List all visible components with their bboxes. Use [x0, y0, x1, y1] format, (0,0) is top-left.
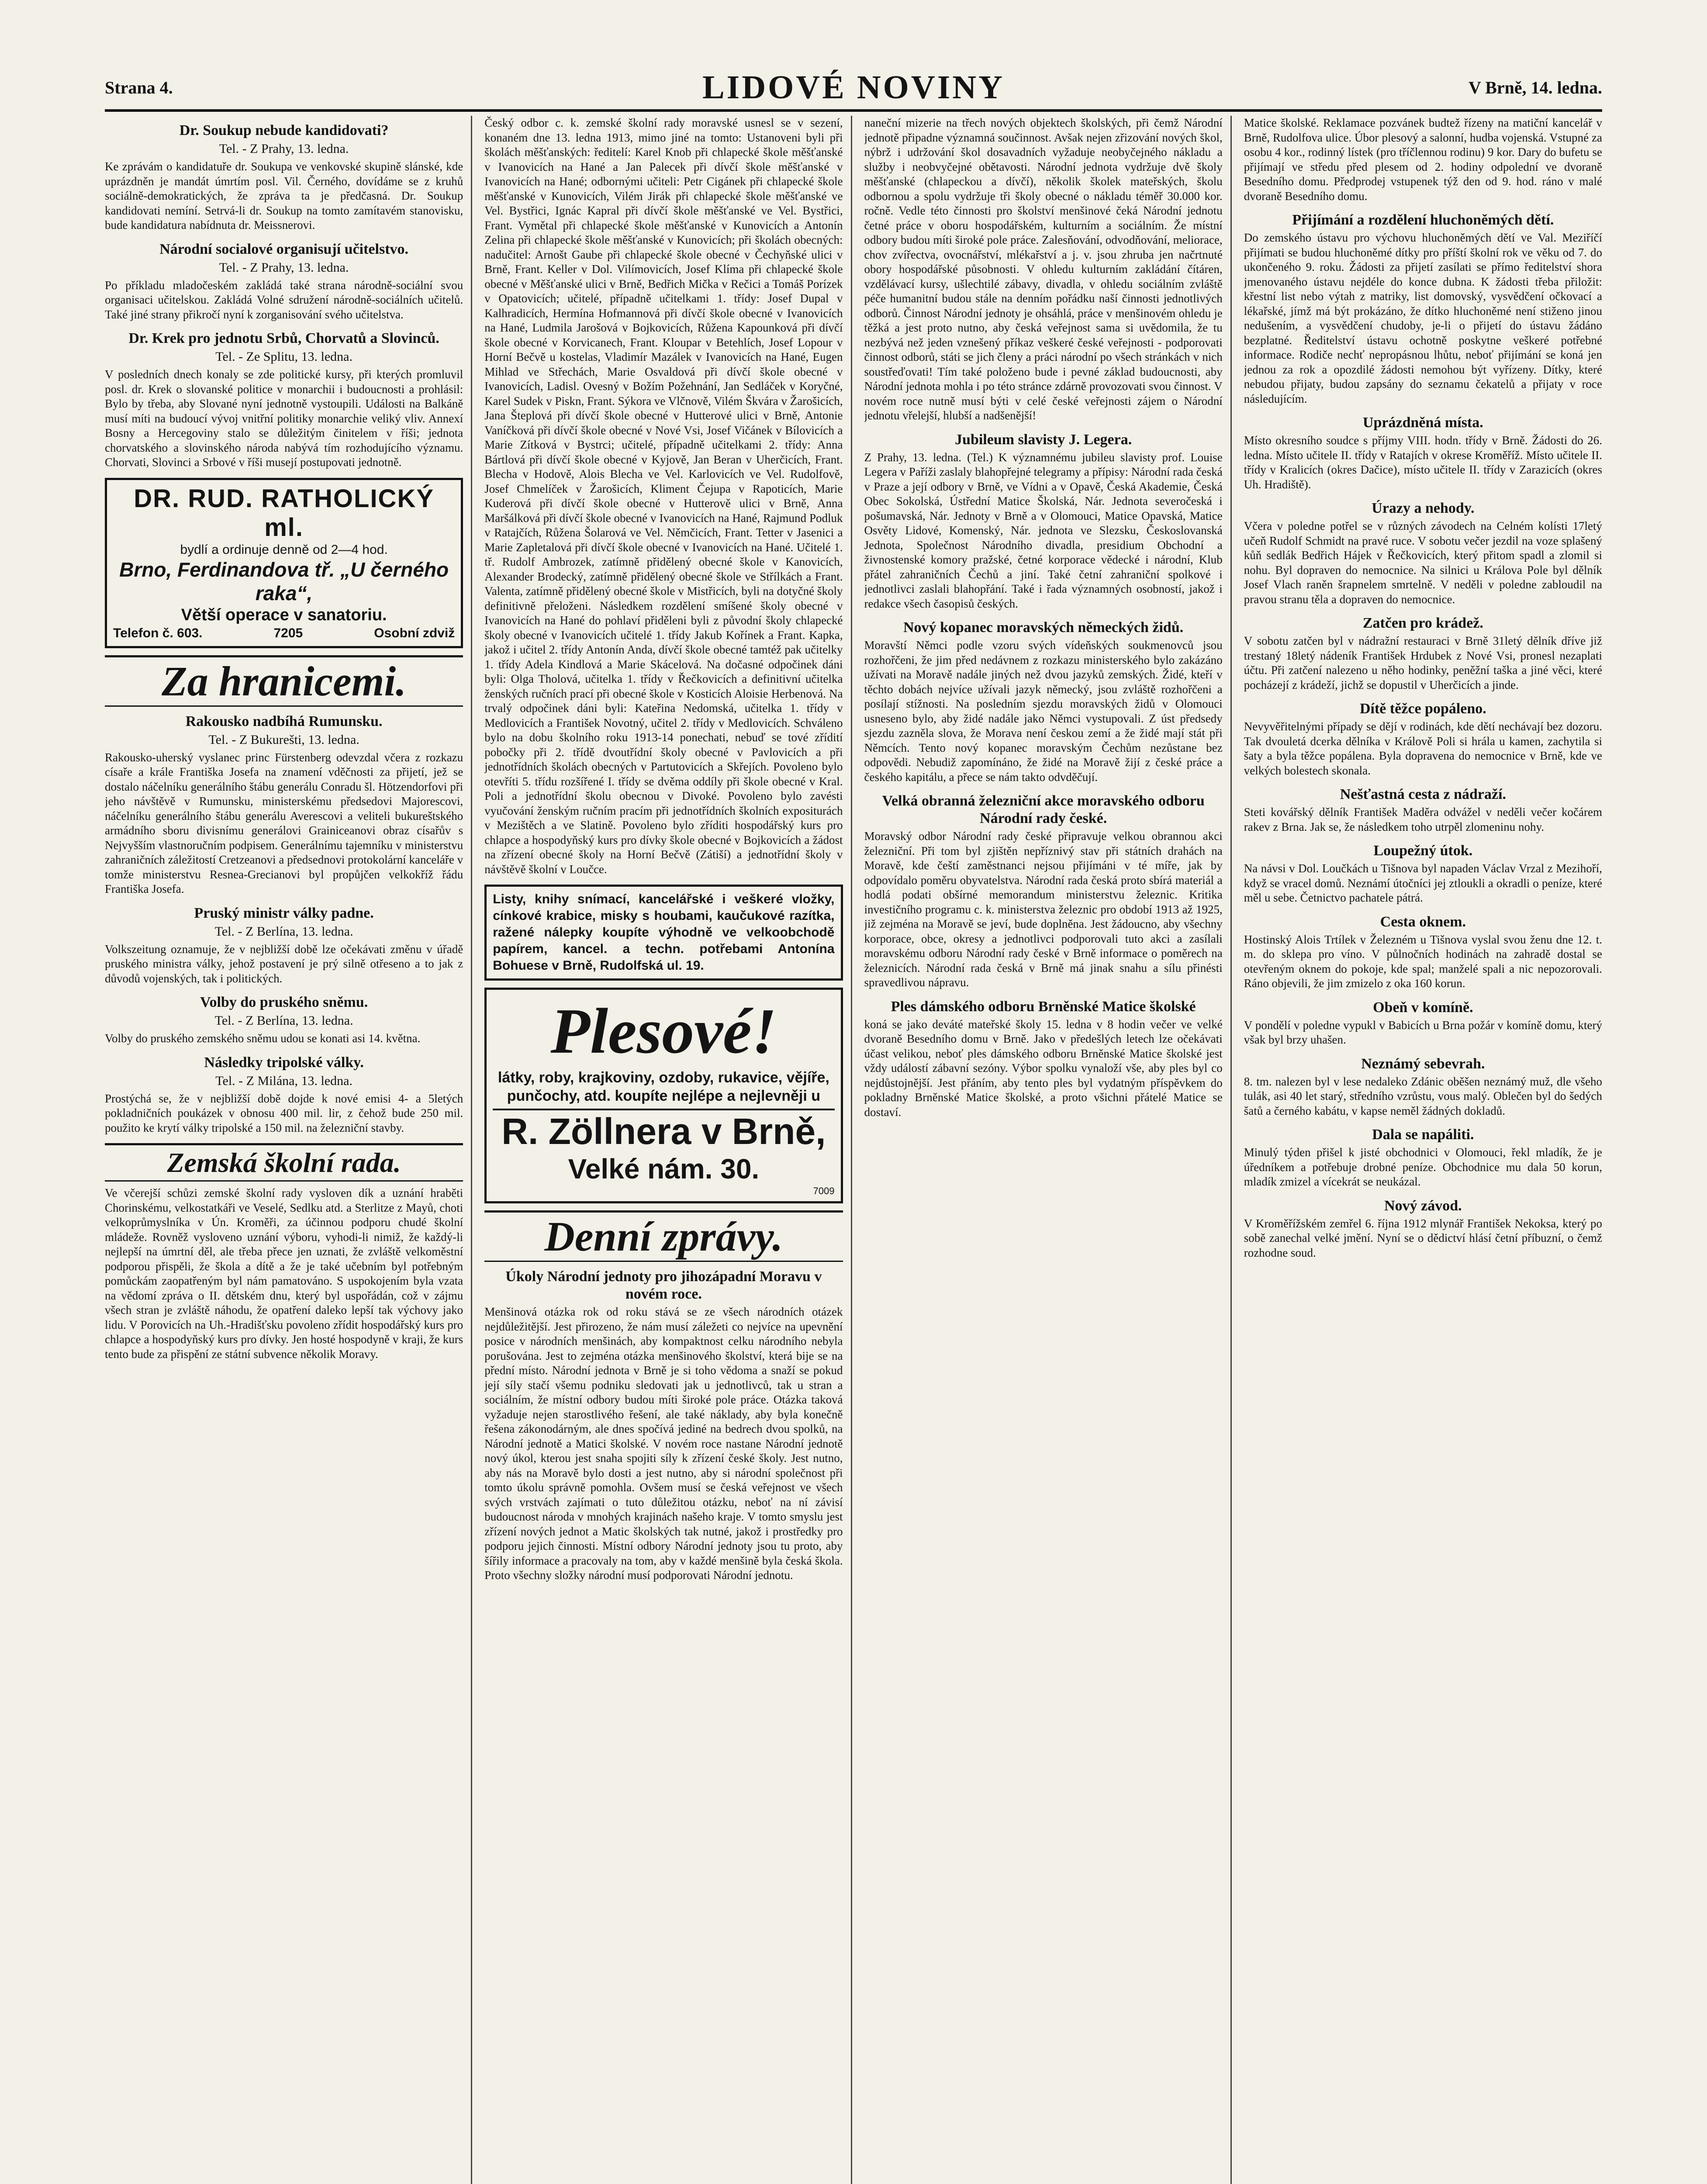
- article-body: naneční mizerie na třech nových objektech školských, při čemž Národní jednotě připadne významná součinnost. Avšak nejen zřizování nových škol, nýbrž i udržování škol dosavadních vyžaduje neobyčejného nákladu a služby i neobvyčejné obětavosti. Národní jednota vydržuje dvě školy měšťanské (chlapeckou a dívčí), několik školek mateřských, školu odbornou a spolu vydržuje tři školy obecné o nákladu téměř 30.000 kor. ročně. Vedle této činnosti pro školství menšinové čeká Národní jednotu četné práce v oboru hospodářském, kulturním a sociálním. Že místní odbory budou míti široké pole práce. Zalesňování, odvodňování, meliorace, chov zvířectva, ovocnářství, mlékařství a j. v. jsou zhruba jen načrtnuté obory hospodářské působnosti. V ohledu kulturním zakládání čítáren, vzdělávací kursy, ušlechtilé zábavy, divadla, v ohledu sociálním zvláště péče humanitní budou stále na denním pořádku naší činnosti jednotlivých odborů. Činnost Národní jednoty je ohsáhlá, práce v menšinovém ohledu je těžká a jest proto nutno, aby česká veřejnost sama si uvědomila, že tu nezbývá než jeden vznešený příkaz veškeré české veřejnosti - podporovati činnost odborů, státi se jich členy a práci národní po všech stránkách v nich soustřeďovati! Tím také položeno bude i pevné základ budoucnosti, aby Národní jednota mohla i po této stránce zdárně provozovati svou činnost. V novém roce nutně musí býti v celé české veřejnosti zájem o Národní jednotu vřelejší, hlubší a nadšenější!: [864, 116, 1223, 422]
- article: [484, 116, 843, 877]
- article: [1244, 500, 1602, 607]
- article-body: Volby do pruského zemského sněmu udou se konati asi 14. května.: [105, 1032, 421, 1045]
- article-headline: Ples dámského odboru Brněnské Matice školské: [891, 998, 1196, 1015]
- article-headline: Úkoly Národní jednoty pro jihozápadní Moravu v novém roce.: [505, 1268, 822, 1302]
- issue-date: V Brně, 14. ledna.: [1469, 77, 1602, 97]
- article-headline: Dítě těžce popáleno.: [1359, 701, 1486, 717]
- article: [105, 122, 463, 233]
- article-headline: Obeň v komíně.: [1373, 999, 1473, 1016]
- article: [864, 116, 1223, 423]
- article-body: 8. tm. nalezen byl v lese nedaleko Zdánic oběšen neznámý muž, dle všeho tulák, asi 40 let starý, středního vzrůstu, vous malý. Oblečen byl do šedých šatů a černého kabátu, v kapse neměl žádných dokladů.: [1244, 1075, 1602, 1117]
- ad-operations: Větší operace v sanatoriu.: [181, 605, 387, 624]
- article: [864, 431, 1223, 612]
- article-body: Rakousko-uherský vyslanec princ Fürstenberg odevzdal včera z rozkazu císaře a krále Františka Josefa na znamení vděčnosti za přijetí, jež se dostalo náčelníku generálního štábu generálu Conradu šl. Hötzendorfovi při jeho návštěvě v Rumunsku, ministerskému předsedovi Majorescovi, náčelníku generálního štábu generálu Averescovi a veliteli bukureštského armádního sboru divisnímu generálovi Grainiceanovi obraz císařův s Nejvyšším vlastnoručním podpisem. Generálnímu tajemníku v ministerstvu zahraničních záležitostí Cretzeanovi a předsednovi protokolární kanceláře v tomže ministerstvu Resnea-Grecianovi byl propůjčen velkokříž řádu Františka Josefa.: [105, 750, 463, 895]
- column-1: [105, 116, 472, 2184]
- article-dateline: Tel. - Z Prahy, 13. ledna.: [219, 260, 349, 275]
- article-body: Do zemského ústavu pro výchovu hluchoněmých dětí ve Val. Meziříčí přijímati se budou hluchoněmé dítky pro příští školní rok ve věku od 7. do ukončeného 9. roku. Žádosti za přijetí zasílati se přímo ředitelství shora jmenovaného ústavu nejdéle do konce dubna. K žádosti třeba přiložit: křestní list nebo výtah z matriky, list domovský, vysvědčení očkovací a lékařské, jímž má být prokázáno, že dítko hluchoněmé není stiženo jinou nedušením, a vysvědčení chudoby, je-li o přijetí do ústavu žádáno bezplatné. Ředitelství ústavu ochotně poskytne veškeré potřebné informace. Rodiče nechť nepropásnou lhůtu, neboť přijímání se koná jen jednou za rok a opozdilé žádosti nemohou být vyřízeny. Dítky, které nebudou přijaty, budou zapsány do seznamu čekatelů a přijaty v roce následujícím.: [1244, 231, 1602, 405]
- ad-phone: Telefon č. 603.: [113, 625, 203, 640]
- article-body: Český odbor c. k. zemské školní rady moravské usnesl se v sezení, konaném dne 13. ledna 1913, mimo jiné na tomto: Ustanoveni byli při školách měšťanských: ředitelí: Karel Knob při chlapecké škole měšťanské v Ivanovicích na Hané a Jan Palecek při dívčí škole měšťanské v Ivanovicích na Hané; odbornými učiteli: Petr Cigánek při chlapecké škole měšťanské v Kunovicích, Vilém Jirák při chlapecké škole měšťanské ve Vel. Bystřici, Ignác Kapral při dívčí škole měšťanské ve Vel. Bystřici, Frant. Vymětal při chlapecké škole měšťanské v Kunovicích a Antonín Zelina při chlapecké škole měšťanské v Kunovicích; při školách obecných: nadučitel: Arnošt Gaube při chlapecké škole obecné v Čechyňské ulici v Brně, Frant. Keller v Dol. Vilímovicích, Josef Klíma při chlapecké škole obecné v Měšťanské ulici v Brně, Bedřich Mička v Rečici a Tomáš Porízek v Opatovicích; učitelé, případně učitelkami 1. třídy: Josef Dupal v Kalhradicích, Hermína Hofmannová při dívčí škole obecné v Ivanovicích na Hané, Ludmila Jarošová v Bojkovicích, Růžena Kapounková při dívčí škole obecné v Korvicanech, Frant. Kloupar v Betehlích, Josef Lopour v Horní Bečvě u kostelas, Vladimír Mazálek v Ivanovicích na Hané, Eugen Mihlad ve Střechách, Marie Osvaldová při dívčí škole obecné v Ivanovicích, Ladisl. Ovesný v Božím Požehnání, Jan Sedláček v Koryčné, Karel Sudek v Piskn, Frant. Sýkora ve Vlčnově, Vilém Škvára v Žarošicích, Jana Šteplová při dívčí škole obecné v Hutterové ulici v Brně, Antonie Vaníčková při dívčí škole obecné v Nové Vsi, Josef Vičánek v Bílovicích a Marie Zítková v Bystrci; učitelé, případně učitelkami 2. třídy: Anna Bártlová při dívčí škole obecné v Kyjově, Jan Beran v Uherčicích, Frant. Blecha v Hodově, Alois Blecha ve Vel. Karlovicích ve Vel. Rudolfově, Josef Chmelíček v Žarošicích, Kliment Čejupa v Rapoticích, Marie Kuderová při dívčí škole obecné v Hutterově ulici v Brně, Anna Maršálková při dívčí škole obecné v Ivanovicích na Hané, Rajmund Podluk v Ratajčích, Růžena Šolarová ve Vel. Němčicích, Frant. Tetter v Jasenici a Marie Zapletalová při dívčí škole obecné v Ivanovicích na Hané. Učitelé 1. tř. Rudolf Ambrozek, zatímně přidělený obecné škole v Kanovicích, Alexander Brodecký, zatímně přidělený obecné škole ve Střílkách a Frant. Valenta, zatímně přidělený obecné škole v Mistřicích, byli na dotyčné školy definitivně přeloženi. Následkem rozdělení smíšené školy obecné v Ivanovicích na Hané do pohlaví přiděleni byli z původní školy chlapecké školy obecné v Ivanovicích učitelé 1. třídy Jakub Kořínek a Frant. Kapka, jakož i učitel 2. třídy Antonín Anda, dívčí škole obecné tamtéž pak učitelky 1. třídy Adela Kindlová a Marie Skácelová. Na dočasné odpočinek dáni byli: Olga Tholová, učitelka 1. třídy v Řečkovicích a definitivní učitelka ženských ručních prací při obecné škole v Kosticích Aloisie Herbenová. Na trvalý odpočinek dáni byli: Kateřina Nedomská, učitelka 1. třídy v Medlovicích a František Novotný, učitel 2. třídy v Medlovicích. Schváleno bylo na dobu školního roku 1913-14 ponechati, nebuď se tové zřídití pobočky při 2. třídě dvoutřídní školy obecné v Pavlovicích a při jednotřídních školách obecných v Partutovicích a Skřejích. Povoleno bylo otevříti 5. třídu rozšířené I. třídy se dvěma oddíly při škole obecné v Kral. Poli a jednotřídní školu obecnou v Divoké. Povoleno bylo zavésti vyučování ženským ručním pracím při jednotřídních školních expositurách v Mezištěch a ve Slatině. Povoleno bylo zříditi hospodářský kurs pro chlapce a hospodyňský kurs pro dívky škole obecné v Bojkovicích a žádost na zřízení obecné školy na Horní Bečvě (Zátiší) a jednotřídní školy v návštěvě školní v Loučce.: [484, 116, 843, 876]
- article-headline: Zemská školní rada.: [105, 1143, 463, 1182]
- advertisement-ratholicky: [105, 478, 463, 648]
- article-body: V posledních dnech konaly se zde politické kursy, při kterých promluvil posl. dr. Krek o slovanské politice v monarchii i budoucnosti a prohlásil: Bylo by třeba, aby Slované nyní jednotně vystoupili. Události na Balkáně musí míti na budoucí vývoj vnitřní politiky monarchie veliký vliv. Annexí Bosny a Hercegoviny stalo se důležitým činitelem v říši; jednota chorvatského a slovinského národa nabývá tím rozhodujícího významu. Chorvati, Slovinci a Srbové v říši musejí postupovati jednotně.: [105, 368, 463, 469]
- article-body: Nevyvěřitelnými případy se dějí v rodinách, kde dětí nechávají bez dozoru. Tak dvouletá dcerka dělníka v Králově Poli si hrála u kamen, zachytila si šaty a byla těžce popálena. Byla dopravena do nemocnice v Brně, kde ve velkých bolestech skonala.: [1244, 720, 1602, 777]
- column-4: [1244, 116, 1602, 2184]
- ad-address: Brno, Ferdinandova tř. „U černého raka“,: [119, 558, 449, 605]
- article-dateline: Tel. - Z Milána, 13. ledna.: [215, 1073, 352, 1088]
- article: [864, 619, 1223, 784]
- article-body: Na návsi v Dol. Loučkách u Tišnova byl napaden Václav Vrzal z Mezihoří, když se vracel domů. Neznámí útočníci jej ztloukli a okradli o peníze, které měl u sebe. Četnictvo pachatele pátrá.: [1244, 862, 1602, 904]
- page-number: Strana 4.: [105, 77, 173, 97]
- article-headline: Velká obranná železniční akce moravského odboru Národní rady české.: [882, 793, 1205, 826]
- ad-firm: R. Zöllnera v Brně,: [493, 1109, 834, 1152]
- section-heading: Za hranicemi.: [105, 655, 463, 707]
- column-3: [864, 116, 1232, 2184]
- article-body: Po příkladu mladočeském zakládá také strana národně-sociální svou organisaci učitelskou. Zakládá Volné sdružení národně-sociálních učitelů. Také jiné strany přikročí nyní k zorganisování svého učitelstva.: [105, 278, 463, 321]
- article-body: Steti kovářský dělník František Maděra odvážel v neděli večer kočárem rakev z Brna. Jak se, že následkem toho utrpěl zlomeninu nohy.: [1244, 805, 1602, 833]
- article-body: Menšinová otázka rok od roku stává se ze všech národních otázek nejdůležitější. Jest přirozeno, že nám musí záležeti co nejvíce na upevnění posice v národních menšinách, aby kompaktnost celku národního nebyla porušována. Jest to zejména otázka menšinového školství, která bije se na přední místo. Národní jednota v Brně je si toho vědoma a snaží se pokud její síly stačí všemu podniku sledovati jak u jednotlivců, tak u stran a sociálním, že místní odbory budou míti široké pole práce. Otázka taková vyžaduje nejen starostlivého řešení, ale také náklady, aby byla konečně řešena zákonodárným, ale dnes spočívá jediné na bedrech dvou spolků, na Národní jednotě a Matici školské. V novém roce nastane Národní jednotě nový úkol, kterou jest snaha spojiti síly k zřízení české školy. Jest nutno, aby nás na Moravě bylo dosti a jest nutno, aby si národní společnost při tomto úkolu správně pomohla. Ovšem musí se česká veřejnost ve všech svých vrstvách zajímati o tuto důležitou otázku, neboť na ní závisí budoucnost národa v mnohých krajinách našeho kraje. V tomto smyslu jest zřízení nových jednot a Matic školských tak nutné, jakož i prostředky pro podporu jejich činnosti. Místní odbory Národní jednoty jsou tu proto, aby šířily informace a pracovaly na tom, aby v každé menšině byla česká škola. Proto všechny složky národní musí podporovati Národní jednotu.: [484, 1305, 843, 1582]
- article: [484, 1268, 843, 1583]
- ad-address: Velké nám. 30.: [568, 1153, 760, 1185]
- article: [1244, 913, 1602, 991]
- article: [105, 330, 463, 470]
- article-body: Ve včerejší schůzi zemské školní rady vysloven dík a uznání hraběti Chorinskému, velkostatkáři ve Veselé, Sedlku atd. a Sterlitze z Mayů, choti velkoprůmyslníka v Ún. Kroměři, za účinnou podporu chudé školní mládeže. Rovněž vysloveno uznání výboru, vyhodi-li nimiž, že každý-li nejlepší na úmrtní děl, ale třeba přece jen uznati, že zvláště velkoměstní podporou přispěli, že škola a dítě a že je také učebním byl potřebným pomůckám zaopatřeným byl nám pamatováno. S uspokojením byla vzata na vědomí zpráva o II. dětském dnu, který byl uspořádán, což v zájmu všech stran je zvláště náhodu, že opatření daleko lepší tak výchovy jako lidu. V Porovicích na Uh.-Hradišťsku povoleno zřídit hospodářský kurs pro chlapce a hospodyňský kurs pro dívky. Jen hosté hospodyně v kraji, že kurs tento bude za přispění ze státní subvence několik Moravy.: [105, 1186, 463, 1361]
- article: [105, 241, 463, 322]
- article-headline: Zatčen pro krádež.: [1362, 615, 1483, 631]
- article-headline: Volby do pruského sněmu.: [200, 994, 368, 1010]
- article-headline: Cesta oknem.: [1380, 913, 1466, 930]
- ad-code: 7009: [813, 1185, 835, 1196]
- article-headline: Pruský ministr války padne.: [194, 905, 374, 921]
- ad-code: 7205: [273, 625, 303, 640]
- article-headline: Jubileum slavisty J. Legera.: [955, 431, 1132, 448]
- article-dateline: Tel. - Z Berlína, 13. ledna.: [214, 1013, 353, 1028]
- article: [105, 905, 463, 986]
- article: [1244, 414, 1602, 492]
- article-body: Včera v poledne potřel se v různých závodech na Celném kolísti 17letý učeň Rudolf Schmidt na pravé ruce. V sobotu večer jezdil na voze splašený kůň sedlák Bedřich Hájek v Řečkovicích, který přitom spadl a zlomil si nohu. Byl dopraven do nemocnice. Na silnici u Králova Pole byl dělník Josef Vlach raněn šrapnelem smrtelně. V neděli v poledne zabloudil na pravou stranu těla a dopraven do nemocnice.: [1244, 519, 1602, 606]
- article: [1244, 615, 1602, 692]
- article-body: V pondělí v poledne vypukl v Babicích u Brna požár v komíně domu, který však byl brzy uhašen.: [1244, 1018, 1602, 1046]
- article: [1244, 116, 1602, 204]
- article: [105, 994, 463, 1046]
- article-headline: Dr. Soukup nebude kandidovati?: [179, 122, 389, 138]
- article-body: Moravští Němci podle vzoru svých vídeňských soukmenovců jsou rozhořčeni, že jim před nedávnem z rozkazu ministerského bylo zakázáno užívati na Moravě nadále jiných než dvou jazyků zemských. Židé, kteří v těchto dobách nejvíce užívali jazyk německý, jsou zvláště rozhořčeni a posílají stížnosti. Na posledním sjezdu moravských židů v Olomouci usneseno bylo, aby židé nadále jako Němci vystupovali. Z úst předsedy sjezdu zazněla slova, že Morava není českou zemí a že židé mají stát při Němcích. Tento nový kopanec moravským Čechům nezůstane bez odpovědi. Nebudiž zapomínáno, že židé na Moravě žijí z české práce a českého kapitálu, a přece se nám takto odvděčují.: [864, 639, 1223, 784]
- article: [105, 1054, 463, 1136]
- column-2: [484, 116, 852, 2184]
- article: [1244, 211, 1602, 406]
- article: [1244, 842, 1602, 905]
- article-headline: Přijímání a rozdělení hluchoněmých dětí.: [1292, 212, 1554, 228]
- advertisement-plesove: [484, 988, 843, 1203]
- article: [1244, 1055, 1602, 1119]
- article: [105, 713, 463, 897]
- article: [1244, 1126, 1602, 1189]
- article-headline: Dala se napáliti.: [1372, 1127, 1474, 1143]
- article-headline: Následky tripolské války.: [204, 1054, 364, 1071]
- article: [864, 792, 1223, 990]
- article-body: Místo okresního soudce s příjmy VIII. hodn. třídy v Brně. Žádosti do 26. ledna. Místo učitele II. třídy v Ratajích v okrese Kroměříž. Místo učitele II. třídy v Kralicích (okres Dačice), místo učitele II. třídy v Zarazicích (okres Uh. Hradiště).: [1244, 434, 1602, 491]
- article-headline: Nový závod.: [1384, 1197, 1462, 1214]
- article-dateline: Tel. - Ze Splitu, 13. ledna.: [215, 349, 352, 364]
- article-headline: Loupežný útok.: [1373, 843, 1473, 859]
- ad-hours: bydlí a ordinuje denně od 2—4 hod.: [180, 542, 388, 557]
- article-body: Matice školské. Reklamace pozvánek budtež řízeny na matiční kancelář v Brně, Rudolfova ulice. Úbor plesový a salonní, hudba vojenská. Vstupné za osobu 4 kor., rodinný lístek (pro tříčlennou rodinu) 9 kor. Dary do bufetu se přijímají ve středu před plesem od 2. hodiny odpolední ve dvoraně Besedního domu. Předprodej vstupenek týž den od 9. hod. ráno v malé dvoraně Besedního domu.: [1244, 116, 1602, 203]
- advertisement-bohues: [484, 885, 843, 981]
- columns: [105, 116, 1602, 2184]
- article-headline: Úrazy a nehody.: [1372, 500, 1475, 516]
- article-headline: Neznámý sebevrah.: [1361, 1055, 1485, 1072]
- article-headline: Národní socialové organisují učitelstvo.: [159, 241, 409, 257]
- article-body: Z Prahy, 13. ledna. (Tel.) K významnému jubileu slavisty prof. Louise Legera v Paříži zaslaly blahopřejné telegramy a přípisy: Národní rada česká v Praze a její odbory v Brně, ve Vídni a v Opavě, Česká Akademie, Česká Obec Sokolská, Ústřední Matice Školská, Nár. Jednota severočeská i pošumavská, Nár. Jednoty v Brně a v Olomouci, Matice Opavská, Matice Osvěty Lidové, Komenský, Nár. jednota ve Slezsku, Českoslovanská Jednota, Společnost Národního divadla, presidium Obchodní a živnostenské komory pražské, četné korporace vědecké i národní, Klub přátel zahraničních Čechů a jiní. Také četní zahraniční spolkové i jednotlivci zaslali blahopřání. Také i řada významných osobností, jakož i redakce všech časopisů českých.: [864, 450, 1223, 610]
- article-body: Hostinský Alois Trtílek v Železném u Tišnova vyslal svou ženu dne 12. t. m. do sklepa pro víno. V půlnočních hodinách na zahradě dostal se otevřeným oknem do pokoje, kde spal; manželé spali a nic nepozorovali. Ráno objevili, že jim zmizelo z oka 160 korun.: [1244, 933, 1602, 990]
- article: [864, 998, 1223, 1120]
- article-body: V sobotu zatčen byl v nádražní restauraci v Brně 31letý dělník dříve již trestaný 18letý nádeník František Hrdubek z Nové Vsi, pronesl nezaplati účtu. Při zatčení nalezeno u něho hodinky, peněžní taška a jiné věci, které pocházejí z krádeží, jichž se dopustil v Uherčicích a jinde.: [1244, 634, 1602, 691]
- article-body: Prostýchá se, že v nejbližší době dojde k nové emisi 4- a 5letých pokladničních poukázek v obnosu 400 mil. lir, z čehož bude 250 mil. použito ke krytí války tripolské a 150 mil. na železniční stavby.: [105, 1092, 463, 1134]
- article: [105, 1143, 463, 1362]
- newspaper-title: LIDOVÉ NOVINY: [702, 69, 1005, 106]
- article-dateline: Tel. - Z Berlína, 13. ledna.: [214, 924, 353, 939]
- article-headline: Uprázdněná místa.: [1362, 415, 1483, 431]
- article-body: Ke zprávám o kandidatuře dr. Soukupa ve venkovské skupině slánské, kde uprázdněn je mandát úmrtím posl. Vil. Černého, dovídáme se z kruhů sociálně-demokratických, že zpráva ta je předčasná. Dr. Soukup kandidovati nemíní. Setrvá-li dr. Soukup na tomto zamítavém stanovisku, bude kandidatura nabídnuta dr. Meissnerovi.: [105, 160, 463, 232]
- article: [1244, 786, 1602, 834]
- article-body: Minulý týden přišel k jisté obchodnici v Olomouci, řekl mladík, že je úředníkem a potřebuje drobné peníze. Obchodnice mu dala 50 korun, mladík zmizel a vícekrát se neukázal.: [1244, 1146, 1602, 1188]
- article-dateline: Tel. - Z Bukurešti, 13. ledna.: [208, 732, 359, 747]
- article-body: V Kroměřížském zemřel 6. října 1912 mlynář František Nekoksa, který po sobě zanechal velké jmění. Nyní se o dědictví hlásí četní příbuzní, o čemž rozhodne soud.: [1244, 1216, 1602, 1259]
- article-body: Moravský odbor Národní rady české připravuje velkou obrannou akci železniční. Při tom byl zjištěn nepříznivý stav při státních drahách na Moravě, kde čeští zaměstnanci nejsou přijímáni v té míře, jak by odpovídalo poměru obyvatelstva. Národní rada česká proto sbírá materiál a hodlá podati obšírné memorandum ministerstvu železnic. Kritika investičního programu c. k. ministerstva železnic pro období 1913 až 1925, již zejména na Moravě se jeví, bude doplněna. Jest žádoucno, aby všechny korporace, obce, okresy a jednotlivci podporovali tuto akci a zasílali moravskému odboru Národní rady české v Brně informace o poměrech na železnicích. Národní rada česká v Brně má jinak snahu a sílu přinésti spravedlivou nápravu.: [864, 829, 1223, 989]
- ad-doctor-name: DR. RUD. RATHOLICKÝ ml.: [134, 484, 435, 542]
- article-dateline: Tel. - Z Prahy, 13. ledna.: [219, 142, 349, 156]
- article: [1244, 999, 1602, 1047]
- article: [1244, 700, 1602, 778]
- article-headline: Nešťastná cesta z nádraží.: [1340, 786, 1507, 802]
- ad-footer-row: [113, 625, 455, 642]
- article: [1244, 1197, 1602, 1261]
- ad-note: Osobní zdviž: [374, 625, 455, 640]
- article-headline: Rakousko nadbíhá Rumunsku.: [185, 713, 383, 729]
- article-headline: Nový kopanec moravských německých židů.: [903, 619, 1184, 636]
- article-body: koná se jako deváté mateřské školy 15. ledna v 8 hodin večer ve velké dvoraně Besedního domu v Brně. Jako v předešlých letech lze očekávati účast velikou, neboť ples dámského odboru Brněnské Matice školské jest vždy událostí zábavní sezóny. Výbor spolku vynaloží vše, aby ples byl co nejdůstojnější. Jest přáním, aby tento ples byl vydatným příspěvkem do pokladny Brněnské Matice školské, a proto všichni přátelé Matice se dostaví.: [864, 1017, 1223, 1119]
- ad-items: látky, roby, krajkoviny, ozdoby, rukavice, vějíře, punčochy, atd. koupíte nejlépe a nejlevněji u: [498, 1069, 829, 1104]
- article-headline: Dr. Krek pro jednotu Srbů, Chorvatů a Slovinců.: [128, 330, 439, 346]
- article-body: Volkszeitung oznamuje, že v nejbližší době lze očekávati změnu v úřadě pruského ministra války, jehož postavení je prý silně otřeseno a to jak z důvodů vojenských, tak i politických.: [105, 942, 463, 985]
- masthead: [105, 66, 1602, 112]
- section-heading: Denní zprávy.: [484, 1210, 843, 1262]
- ad-text: Listy, knihy snímací, kancelářské i veškeré vložky, cínkové krabice, misky s houbami, kaučukové razítka, ražené nálepky koupíte výhodně ve velkoobchodě papírem, kancel. a techn. potřebami Antonína Bohuese v Brně, Rudolfská ul. 19.: [493, 892, 835, 973]
- ad-heading: Plesové!: [550, 995, 777, 1067]
